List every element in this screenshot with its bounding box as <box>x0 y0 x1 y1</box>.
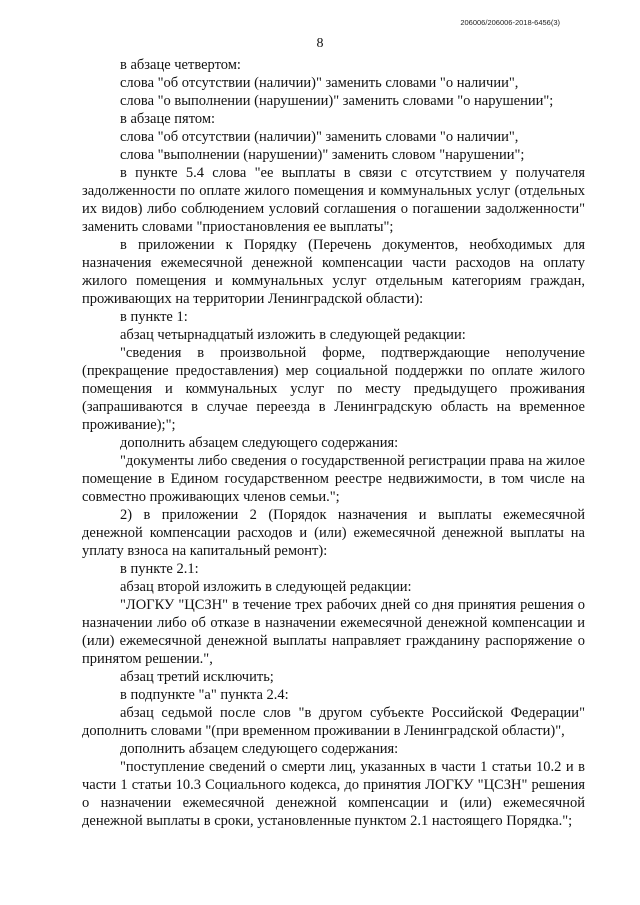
paragraph: абзац седьмой после слов "в другом субъекте Российской Федерации" дополнить словами "(при временном проживании в Ленинградской области)", <box>82 705 585 739</box>
document-id: 206006/206006-2018-6456(3) <box>460 18 560 27</box>
paragraph: слова "об отсутствии (наличии)" заменить словами "о наличии", <box>120 129 519 145</box>
paragraph: слова "о выполнении (нарушении)" заменить словами "о нарушении"; <box>120 93 554 109</box>
paragraph: в абзаце четвертом: <box>120 57 241 73</box>
paragraph: абзац второй изложить в следующей редакции: <box>120 579 412 595</box>
paragraph: в пункте 5.4 слова "ее выплаты в связи с отсутствием у получателя задолженности по оплате жилого помещения и коммунальных услуг (отдельных их видов) либо соблюдением условий соглашения о погашении задолженности" заменить словами "приостановления ее выплаты"; <box>82 165 585 235</box>
paragraph: "сведения в произвольной форме, подтверждающие неполучение (прекращение предоставления) мер социальной поддержки по оплате жилого помещения и коммунальных услуг по месту предыдущего проживания (запрашиваются в случае переезда в Ленинградскую область на временное проживание);"; <box>82 345 585 433</box>
paragraph: в пункте 1: <box>120 309 188 325</box>
paragraph: слова "выполнении (нарушении)" заменить словом "нарушении"; <box>120 147 525 163</box>
page-number: 8 <box>316 36 324 51</box>
paragraph: в приложении к Порядку (Перечень документов, необходимых для назначения ежемесячной денежной компенсации части расходов на оплату жилого помещения и коммунальных услуг отдельным категориям граждан, проживающих на территории Ленинградской области): <box>82 237 585 307</box>
document-body <box>82 56 585 830</box>
paragraph: в абзаце пятом: <box>120 111 216 127</box>
paragraph: дополнить абзацем следующего содержания: <box>120 741 399 757</box>
paragraph: дополнить абзацем следующего содержания: <box>120 435 399 451</box>
paragraph: в подпункте "а" пункта 2.4: <box>120 687 289 703</box>
paragraph: "документы либо сведения о государственной регистрации права на жилое помещение в Едином государственном реестре недвижимости, в том числе на совместно проживающих членов семьи."; <box>82 453 585 505</box>
paragraph: 2) в приложении 2 (Порядок назначения и выплаты ежемесячной денежной компенсации расходов и (или) ежемесячной денежной выплаты на уплату взноса на капитальный ремонт): <box>82 507 585 559</box>
paragraph: слова "об отсутствии (наличии)" заменить словами "о наличии", <box>120 75 519 91</box>
paragraph: в пункте 2.1: <box>120 561 199 577</box>
paragraph: абзац третий исключить; <box>120 669 274 685</box>
paragraph: "поступление сведений о смерти лиц, указанных в части 1 статьи 10.2 и в части 1 статьи 10.3 Социального кодекса, до принятия ЛОГКУ "ЦСЗН" решения о назначении ежемесячной денежной компенсации и (или) ежемесячной денежной выплаты в сроки, установленные пунктом 2.1 настоящего Порядка."; <box>82 759 585 829</box>
paragraph: "ЛОГКУ "ЦСЗН" в течение трех рабочих дней со дня принятия решения о назначении либо об отказе в назначении ежемесячной денежной компенсации и (или) ежемесячной денежной выплаты направляет гражданину распоряжение о принятом решении.", <box>82 597 585 667</box>
paragraph: абзац четырнадцатый изложить в следующей редакции: <box>120 327 466 343</box>
